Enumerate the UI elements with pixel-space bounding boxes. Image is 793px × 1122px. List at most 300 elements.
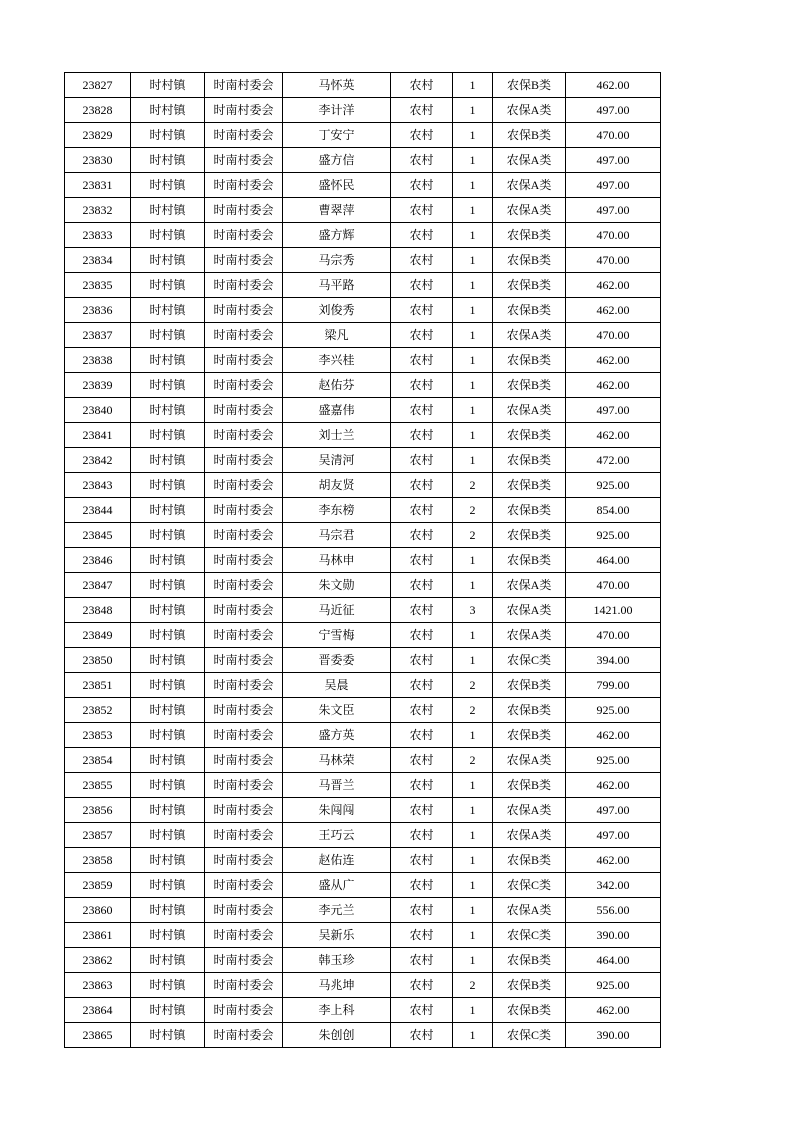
cell-person-count: 2 bbox=[453, 473, 493, 498]
cell-insurance-category: 农保B类 bbox=[493, 73, 566, 98]
cell-record-id: 23831 bbox=[65, 173, 131, 198]
cell-insurance-category: 农保B类 bbox=[493, 773, 566, 798]
cell-person-count: 2 bbox=[453, 523, 493, 548]
cell-record-id: 23837 bbox=[65, 323, 131, 348]
cell-insurance-category: 农保A类 bbox=[493, 573, 566, 598]
table-row bbox=[65, 648, 661, 673]
cell-insurance-category: 农保B类 bbox=[493, 498, 566, 523]
cell-insurance-category: 农保A类 bbox=[493, 398, 566, 423]
cell-insurance-category: 农保B类 bbox=[493, 248, 566, 273]
cell-residence-type: 农村 bbox=[391, 98, 453, 123]
cell-village-committee: 时南村委会 bbox=[205, 798, 283, 823]
table-row bbox=[65, 223, 661, 248]
cell-person-count: 1 bbox=[453, 398, 493, 423]
cell-record-id: 23854 bbox=[65, 748, 131, 773]
cell-residence-type: 农村 bbox=[391, 323, 453, 348]
table-row bbox=[65, 498, 661, 523]
cell-village-committee: 时南村委会 bbox=[205, 923, 283, 948]
cell-village-committee: 时南村委会 bbox=[205, 373, 283, 398]
cell-amount: 462.00 bbox=[566, 348, 661, 373]
table-row bbox=[65, 323, 661, 348]
cell-amount: 854.00 bbox=[566, 498, 661, 523]
cell-person-count: 1 bbox=[453, 273, 493, 298]
cell-residence-type: 农村 bbox=[391, 73, 453, 98]
cell-person-name: 曹翠萍 bbox=[283, 198, 391, 223]
cell-amount: 1421.00 bbox=[566, 598, 661, 623]
records-table-body bbox=[65, 73, 661, 1048]
cell-person-name: 赵佑连 bbox=[283, 848, 391, 873]
cell-person-name: 盛从广 bbox=[283, 873, 391, 898]
cell-residence-type: 农村 bbox=[391, 873, 453, 898]
cell-person-name: 朱文臣 bbox=[283, 698, 391, 723]
table-row bbox=[65, 723, 661, 748]
cell-town: 时村镇 bbox=[131, 373, 205, 398]
cell-record-id: 23829 bbox=[65, 123, 131, 148]
table-row bbox=[65, 198, 661, 223]
cell-residence-type: 农村 bbox=[391, 498, 453, 523]
cell-person-count: 1 bbox=[453, 323, 493, 348]
cell-amount: 497.00 bbox=[566, 798, 661, 823]
cell-person-count: 1 bbox=[453, 648, 493, 673]
cell-person-count: 1 bbox=[453, 948, 493, 973]
cell-amount: 497.00 bbox=[566, 173, 661, 198]
cell-record-id: 23857 bbox=[65, 823, 131, 848]
cell-village-committee: 时南村委会 bbox=[205, 623, 283, 648]
cell-residence-type: 农村 bbox=[391, 473, 453, 498]
cell-town: 时村镇 bbox=[131, 273, 205, 298]
cell-town: 时村镇 bbox=[131, 798, 205, 823]
cell-amount: 472.00 bbox=[566, 448, 661, 473]
table-row bbox=[65, 398, 661, 423]
cell-insurance-category: 农保B类 bbox=[493, 348, 566, 373]
cell-person-count: 1 bbox=[453, 348, 493, 373]
table-row bbox=[65, 748, 661, 773]
cell-town: 时村镇 bbox=[131, 248, 205, 273]
cell-insurance-category: 农保B类 bbox=[493, 948, 566, 973]
cell-person-count: 2 bbox=[453, 498, 493, 523]
cell-amount: 462.00 bbox=[566, 773, 661, 798]
table-row bbox=[65, 848, 661, 873]
table-row bbox=[65, 973, 661, 998]
cell-residence-type: 农村 bbox=[391, 398, 453, 423]
cell-village-committee: 时南村委会 bbox=[205, 448, 283, 473]
cell-record-id: 23860 bbox=[65, 898, 131, 923]
cell-residence-type: 农村 bbox=[391, 548, 453, 573]
cell-person-count: 1 bbox=[453, 873, 493, 898]
cell-person-count: 1 bbox=[453, 898, 493, 923]
cell-insurance-category: 农保B类 bbox=[493, 223, 566, 248]
cell-amount: 925.00 bbox=[566, 473, 661, 498]
cell-amount: 390.00 bbox=[566, 923, 661, 948]
cell-record-id: 23861 bbox=[65, 923, 131, 948]
cell-village-committee: 时南村委会 bbox=[205, 873, 283, 898]
cell-residence-type: 农村 bbox=[391, 648, 453, 673]
table-row bbox=[65, 248, 661, 273]
cell-amount: 342.00 bbox=[566, 873, 661, 898]
cell-village-committee: 时南村委会 bbox=[205, 423, 283, 448]
cell-insurance-category: 农保C类 bbox=[493, 648, 566, 673]
cell-insurance-category: 农保A类 bbox=[493, 148, 566, 173]
cell-town: 时村镇 bbox=[131, 873, 205, 898]
cell-record-id: 23847 bbox=[65, 573, 131, 598]
cell-person-name: 李上科 bbox=[283, 998, 391, 1023]
cell-insurance-category: 农保A类 bbox=[493, 598, 566, 623]
cell-person-name: 宁雪梅 bbox=[283, 623, 391, 648]
cell-person-name: 盛方英 bbox=[283, 723, 391, 748]
cell-amount: 470.00 bbox=[566, 623, 661, 648]
cell-person-name: 赵佑芬 bbox=[283, 373, 391, 398]
cell-insurance-category: 农保B类 bbox=[493, 973, 566, 998]
cell-person-count: 1 bbox=[453, 448, 493, 473]
cell-amount: 394.00 bbox=[566, 648, 661, 673]
table-row bbox=[65, 373, 661, 398]
cell-town: 时村镇 bbox=[131, 998, 205, 1023]
cell-person-count: 2 bbox=[453, 698, 493, 723]
cell-record-id: 23851 bbox=[65, 673, 131, 698]
cell-village-committee: 时南村委会 bbox=[205, 223, 283, 248]
table-row bbox=[65, 773, 661, 798]
cell-village-committee: 时南村委会 bbox=[205, 248, 283, 273]
cell-amount: 462.00 bbox=[566, 273, 661, 298]
cell-village-committee: 时南村委会 bbox=[205, 573, 283, 598]
cell-residence-type: 农村 bbox=[391, 773, 453, 798]
cell-person-name: 马晋兰 bbox=[283, 773, 391, 798]
cell-village-committee: 时南村委会 bbox=[205, 198, 283, 223]
cell-residence-type: 农村 bbox=[391, 898, 453, 923]
cell-person-count: 1 bbox=[453, 173, 493, 198]
cell-insurance-category: 农保A类 bbox=[493, 198, 566, 223]
cell-insurance-category: 农保A类 bbox=[493, 623, 566, 648]
cell-insurance-category: 农保B类 bbox=[493, 273, 566, 298]
cell-person-name: 刘俊秀 bbox=[283, 298, 391, 323]
cell-village-committee: 时南村委会 bbox=[205, 848, 283, 873]
cell-town: 时村镇 bbox=[131, 848, 205, 873]
cell-residence-type: 农村 bbox=[391, 248, 453, 273]
cell-record-id: 23827 bbox=[65, 73, 131, 98]
cell-record-id: 23864 bbox=[65, 998, 131, 1023]
cell-residence-type: 农村 bbox=[391, 223, 453, 248]
table-row bbox=[65, 573, 661, 598]
cell-town: 时村镇 bbox=[131, 573, 205, 598]
cell-person-name: 李兴桂 bbox=[283, 348, 391, 373]
cell-record-id: 23828 bbox=[65, 98, 131, 123]
cell-residence-type: 农村 bbox=[391, 848, 453, 873]
cell-town: 时村镇 bbox=[131, 398, 205, 423]
cell-amount: 925.00 bbox=[566, 748, 661, 773]
cell-person-name: 盛方信 bbox=[283, 148, 391, 173]
cell-record-id: 23856 bbox=[65, 798, 131, 823]
table-row bbox=[65, 998, 661, 1023]
cell-residence-type: 农村 bbox=[391, 173, 453, 198]
cell-person-count: 1 bbox=[453, 73, 493, 98]
cell-insurance-category: 农保B类 bbox=[493, 423, 566, 448]
cell-insurance-category: 农保B类 bbox=[493, 298, 566, 323]
cell-person-name: 吴晨 bbox=[283, 673, 391, 698]
cell-record-id: 23841 bbox=[65, 423, 131, 448]
cell-person-name: 盛嘉伟 bbox=[283, 398, 391, 423]
cell-amount: 470.00 bbox=[566, 123, 661, 148]
cell-insurance-category: 农保A类 bbox=[493, 898, 566, 923]
cell-residence-type: 农村 bbox=[391, 123, 453, 148]
cell-person-name: 丁安宁 bbox=[283, 123, 391, 148]
cell-person-name: 韩玉珍 bbox=[283, 948, 391, 973]
cell-amount: 464.00 bbox=[566, 948, 661, 973]
cell-person-count: 1 bbox=[453, 123, 493, 148]
cell-insurance-category: 农保A类 bbox=[493, 798, 566, 823]
cell-record-id: 23832 bbox=[65, 198, 131, 223]
cell-person-name: 李计洋 bbox=[283, 98, 391, 123]
cell-amount: 497.00 bbox=[566, 398, 661, 423]
cell-insurance-category: 农保B类 bbox=[493, 123, 566, 148]
cell-person-count: 1 bbox=[453, 823, 493, 848]
cell-person-count: 1 bbox=[453, 373, 493, 398]
cell-village-committee: 时南村委会 bbox=[205, 498, 283, 523]
cell-residence-type: 农村 bbox=[391, 423, 453, 448]
cell-person-count: 1 bbox=[453, 798, 493, 823]
cell-insurance-category: 农保B类 bbox=[493, 698, 566, 723]
cell-person-count: 1 bbox=[453, 248, 493, 273]
cell-person-name: 盛怀民 bbox=[283, 173, 391, 198]
cell-record-id: 23840 bbox=[65, 398, 131, 423]
table-row bbox=[65, 598, 661, 623]
cell-person-count: 1 bbox=[453, 198, 493, 223]
cell-person-count: 1 bbox=[453, 723, 493, 748]
cell-village-committee: 时南村委会 bbox=[205, 1023, 283, 1048]
cell-record-id: 23839 bbox=[65, 373, 131, 398]
cell-town: 时村镇 bbox=[131, 673, 205, 698]
cell-town: 时村镇 bbox=[131, 623, 205, 648]
cell-insurance-category: 农保A类 bbox=[493, 98, 566, 123]
cell-amount: 470.00 bbox=[566, 323, 661, 348]
table-row bbox=[65, 423, 661, 448]
cell-residence-type: 农村 bbox=[391, 523, 453, 548]
cell-residence-type: 农村 bbox=[391, 948, 453, 973]
table-row bbox=[65, 623, 661, 648]
cell-residence-type: 农村 bbox=[391, 998, 453, 1023]
cell-insurance-category: 农保B类 bbox=[493, 548, 566, 573]
table-row bbox=[65, 698, 661, 723]
cell-record-id: 23863 bbox=[65, 973, 131, 998]
cell-record-id: 23852 bbox=[65, 698, 131, 723]
cell-amount: 497.00 bbox=[566, 823, 661, 848]
cell-village-committee: 时南村委会 bbox=[205, 898, 283, 923]
cell-village-committee: 时南村委会 bbox=[205, 823, 283, 848]
records-table bbox=[64, 72, 661, 1048]
cell-town: 时村镇 bbox=[131, 1023, 205, 1048]
cell-residence-type: 农村 bbox=[391, 623, 453, 648]
table-row bbox=[65, 73, 661, 98]
cell-insurance-category: 农保B类 bbox=[493, 723, 566, 748]
cell-residence-type: 农村 bbox=[391, 798, 453, 823]
cell-amount: 470.00 bbox=[566, 223, 661, 248]
cell-person-count: 1 bbox=[453, 298, 493, 323]
cell-amount: 497.00 bbox=[566, 98, 661, 123]
cell-person-count: 1 bbox=[453, 848, 493, 873]
cell-town: 时村镇 bbox=[131, 173, 205, 198]
cell-village-committee: 时南村委会 bbox=[205, 98, 283, 123]
cell-record-id: 23850 bbox=[65, 648, 131, 673]
cell-insurance-category: 农保B类 bbox=[493, 373, 566, 398]
table-row bbox=[65, 673, 661, 698]
cell-amount: 462.00 bbox=[566, 73, 661, 98]
table-row bbox=[65, 548, 661, 573]
cell-village-committee: 时南村委会 bbox=[205, 773, 283, 798]
cell-insurance-category: 农保A类 bbox=[493, 823, 566, 848]
cell-amount: 925.00 bbox=[566, 973, 661, 998]
cell-record-id: 23845 bbox=[65, 523, 131, 548]
cell-person-name: 马林荣 bbox=[283, 748, 391, 773]
cell-person-name: 马林申 bbox=[283, 548, 391, 573]
cell-amount: 464.00 bbox=[566, 548, 661, 573]
cell-village-committee: 时南村委会 bbox=[205, 598, 283, 623]
cell-village-committee: 时南村委会 bbox=[205, 473, 283, 498]
cell-amount: 556.00 bbox=[566, 898, 661, 923]
cell-amount: 497.00 bbox=[566, 148, 661, 173]
cell-insurance-category: 农保A类 bbox=[493, 173, 566, 198]
cell-insurance-category: 农保B类 bbox=[493, 673, 566, 698]
cell-residence-type: 农村 bbox=[391, 273, 453, 298]
cell-amount: 799.00 bbox=[566, 673, 661, 698]
cell-person-name: 马近征 bbox=[283, 598, 391, 623]
cell-residence-type: 农村 bbox=[391, 373, 453, 398]
cell-town: 时村镇 bbox=[131, 98, 205, 123]
cell-residence-type: 农村 bbox=[391, 823, 453, 848]
cell-town: 时村镇 bbox=[131, 748, 205, 773]
cell-village-committee: 时南村委会 bbox=[205, 348, 283, 373]
cell-town: 时村镇 bbox=[131, 473, 205, 498]
cell-person-name: 吴新乐 bbox=[283, 923, 391, 948]
cell-residence-type: 农村 bbox=[391, 598, 453, 623]
table-row bbox=[65, 823, 661, 848]
cell-person-name: 吴清河 bbox=[283, 448, 391, 473]
cell-town: 时村镇 bbox=[131, 348, 205, 373]
cell-village-committee: 时南村委会 bbox=[205, 748, 283, 773]
cell-amount: 470.00 bbox=[566, 573, 661, 598]
cell-record-id: 23849 bbox=[65, 623, 131, 648]
table-row bbox=[65, 348, 661, 373]
table-row bbox=[65, 898, 661, 923]
cell-residence-type: 农村 bbox=[391, 748, 453, 773]
cell-town: 时村镇 bbox=[131, 448, 205, 473]
cell-insurance-category: 农保C类 bbox=[493, 1023, 566, 1048]
cell-person-name: 朱创创 bbox=[283, 1023, 391, 1048]
cell-village-committee: 时南村委会 bbox=[205, 273, 283, 298]
cell-person-count: 1 bbox=[453, 223, 493, 248]
cell-village-committee: 时南村委会 bbox=[205, 123, 283, 148]
cell-amount: 462.00 bbox=[566, 998, 661, 1023]
cell-residence-type: 农村 bbox=[391, 698, 453, 723]
cell-village-committee: 时南村委会 bbox=[205, 148, 283, 173]
cell-record-id: 23846 bbox=[65, 548, 131, 573]
cell-town: 时村镇 bbox=[131, 298, 205, 323]
cell-record-id: 23848 bbox=[65, 598, 131, 623]
cell-town: 时村镇 bbox=[131, 698, 205, 723]
cell-town: 时村镇 bbox=[131, 523, 205, 548]
cell-village-committee: 时南村委会 bbox=[205, 523, 283, 548]
cell-person-name: 王巧云 bbox=[283, 823, 391, 848]
cell-person-name: 胡友贤 bbox=[283, 473, 391, 498]
cell-residence-type: 农村 bbox=[391, 448, 453, 473]
cell-person-count: 1 bbox=[453, 623, 493, 648]
cell-town: 时村镇 bbox=[131, 73, 205, 98]
cell-town: 时村镇 bbox=[131, 973, 205, 998]
cell-residence-type: 农村 bbox=[391, 723, 453, 748]
cell-town: 时村镇 bbox=[131, 898, 205, 923]
table-row bbox=[65, 148, 661, 173]
cell-record-id: 23865 bbox=[65, 1023, 131, 1048]
cell-village-committee: 时南村委会 bbox=[205, 673, 283, 698]
cell-insurance-category: 农保B类 bbox=[493, 998, 566, 1023]
cell-amount: 497.00 bbox=[566, 198, 661, 223]
cell-record-id: 23843 bbox=[65, 473, 131, 498]
cell-insurance-category: 农保B类 bbox=[493, 848, 566, 873]
cell-person-name: 马怀英 bbox=[283, 73, 391, 98]
table-row bbox=[65, 1023, 661, 1048]
cell-town: 时村镇 bbox=[131, 423, 205, 448]
cell-village-committee: 时南村委会 bbox=[205, 648, 283, 673]
cell-record-id: 23833 bbox=[65, 223, 131, 248]
cell-record-id: 23830 bbox=[65, 148, 131, 173]
cell-village-committee: 时南村委会 bbox=[205, 173, 283, 198]
table-row bbox=[65, 273, 661, 298]
cell-record-id: 23858 bbox=[65, 848, 131, 873]
cell-record-id: 23838 bbox=[65, 348, 131, 373]
table-row bbox=[65, 98, 661, 123]
cell-person-count: 1 bbox=[453, 548, 493, 573]
cell-town: 时村镇 bbox=[131, 648, 205, 673]
cell-town: 时村镇 bbox=[131, 598, 205, 623]
cell-amount: 462.00 bbox=[566, 423, 661, 448]
cell-person-name: 马宗秀 bbox=[283, 248, 391, 273]
cell-village-committee: 时南村委会 bbox=[205, 723, 283, 748]
cell-residence-type: 农村 bbox=[391, 973, 453, 998]
cell-residence-type: 农村 bbox=[391, 148, 453, 173]
cell-person-count: 1 bbox=[453, 1023, 493, 1048]
cell-insurance-category: 农保C类 bbox=[493, 923, 566, 948]
cell-town: 时村镇 bbox=[131, 948, 205, 973]
cell-village-committee: 时南村委会 bbox=[205, 548, 283, 573]
cell-person-count: 2 bbox=[453, 973, 493, 998]
cell-person-name: 李元兰 bbox=[283, 898, 391, 923]
cell-village-committee: 时南村委会 bbox=[205, 973, 283, 998]
table-row bbox=[65, 473, 661, 498]
cell-record-id: 23855 bbox=[65, 773, 131, 798]
cell-amount: 462.00 bbox=[566, 723, 661, 748]
table-row bbox=[65, 923, 661, 948]
cell-person-name: 马宗君 bbox=[283, 523, 391, 548]
cell-insurance-category: 农保B类 bbox=[493, 473, 566, 498]
cell-person-count: 1 bbox=[453, 148, 493, 173]
cell-person-name: 晋委委 bbox=[283, 648, 391, 673]
cell-residence-type: 农村 bbox=[391, 198, 453, 223]
cell-person-name: 梁凡 bbox=[283, 323, 391, 348]
cell-record-id: 23844 bbox=[65, 498, 131, 523]
cell-town: 时村镇 bbox=[131, 773, 205, 798]
cell-person-count: 2 bbox=[453, 673, 493, 698]
table-row bbox=[65, 448, 661, 473]
cell-amount: 925.00 bbox=[566, 523, 661, 548]
table-row bbox=[65, 873, 661, 898]
cell-record-id: 23862 bbox=[65, 948, 131, 973]
cell-record-id: 23836 bbox=[65, 298, 131, 323]
cell-person-count: 2 bbox=[453, 748, 493, 773]
cell-insurance-category: 农保C类 bbox=[493, 873, 566, 898]
cell-insurance-category: 农保B类 bbox=[493, 448, 566, 473]
cell-record-id: 23853 bbox=[65, 723, 131, 748]
cell-amount: 390.00 bbox=[566, 1023, 661, 1048]
cell-residence-type: 农村 bbox=[391, 298, 453, 323]
cell-residence-type: 农村 bbox=[391, 573, 453, 598]
